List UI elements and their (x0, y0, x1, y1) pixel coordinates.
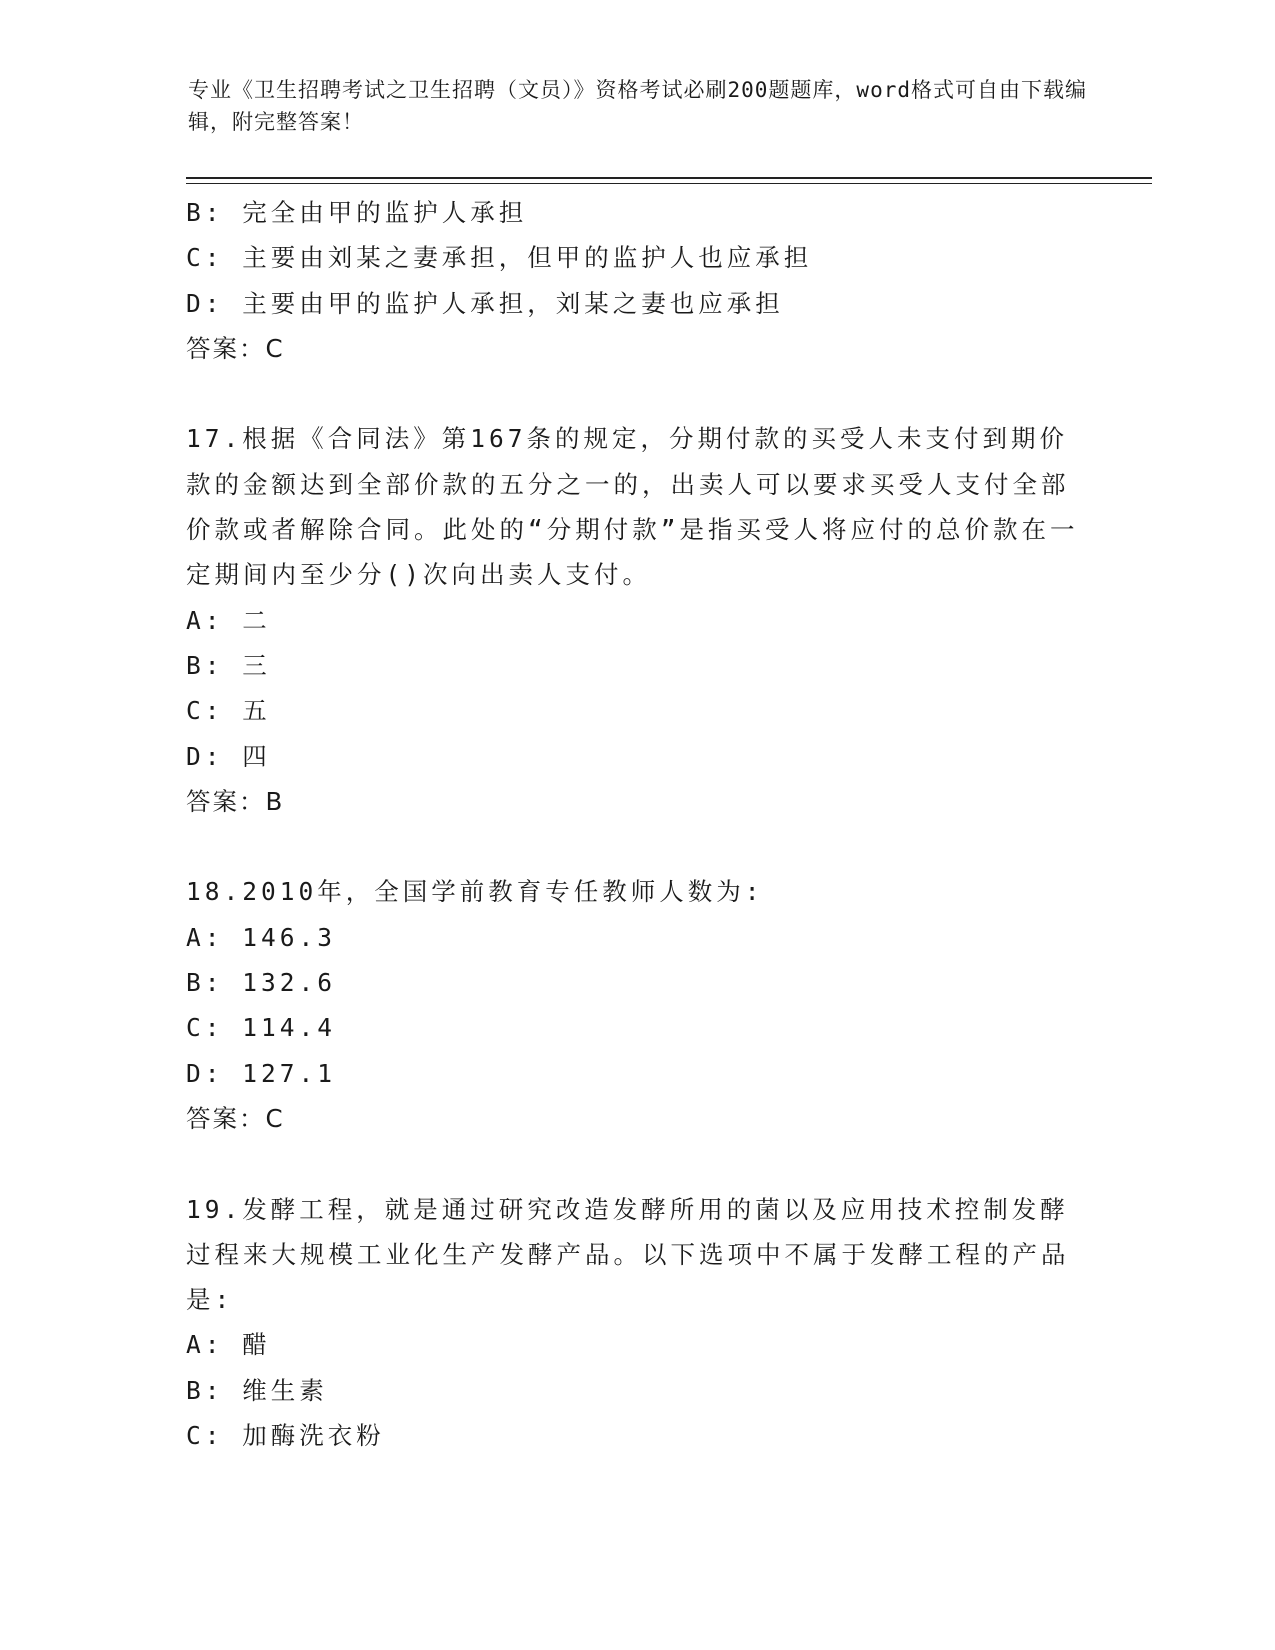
header-rule-thick (186, 177, 1152, 179)
document-body (186, 190, 1086, 1458)
answer: 答案：C (186, 333, 285, 363)
option-b: B: 三 (186, 650, 271, 680)
option-c: C: 五 (186, 696, 271, 726)
option-c: C: 114.4 (186, 1013, 337, 1043)
answer: 答案：C (186, 1103, 285, 1133)
header-rule-thin (186, 183, 1152, 184)
option-a: A: 二 (186, 605, 271, 635)
option-d: D: 127.1 (186, 1058, 337, 1088)
option-b: B: 完全由甲的监护人承担 (186, 198, 528, 227)
question-18 (186, 869, 1086, 1141)
option-b: B: 132.6 (186, 968, 337, 998)
question-17 (186, 416, 1086, 824)
spacer (186, 824, 1086, 869)
question-text: 18.2010年，全国学前教育专任教师人数为: (186, 877, 764, 907)
option-d: D: 四 (186, 741, 271, 771)
question-text: 17.根据《合同法》第167条的规定，分期付款的买受人未支付到期价款的金额达到全部价款的五分之一的，出卖人可以要求买受人支付全部价款或者解除合同。此处的“分期付款”是指买受人将应付的总价款在一定期间内至少分()次向出卖人支付。 (186, 424, 1079, 590)
option-a: A: 醋 (186, 1330, 271, 1360)
option-c: C: 加酶洗衣粉 (186, 1421, 385, 1451)
question-16 (186, 190, 1086, 371)
question-text: 19.发酵工程，就是通过研究改造发酵所用的菌以及应用技术控制发酵过程来大规模工业化生产发酵产品。以下选项中不属于发酵工程的产品是: (186, 1194, 1070, 1315)
question-19 (186, 1187, 1086, 1459)
option-b: B: 维生素 (186, 1375, 328, 1405)
answer: 答案：B (186, 786, 285, 816)
spacer (186, 1141, 1086, 1186)
option-a: A: 146.3 (186, 922, 337, 952)
option-c: C: 主要由刘某之妻承担，但甲的监护人也应承担 (186, 243, 813, 273)
option-d: D: 主要由甲的监护人承担，刘某之妻也应承担 (186, 288, 784, 318)
document-header: 专业《卫生招聘考试之卫生招聘（文员）》资格考试必刷200题题库，word格式可自由下载编辑，附完整答案！ (188, 78, 1087, 134)
spacer (186, 371, 1086, 416)
